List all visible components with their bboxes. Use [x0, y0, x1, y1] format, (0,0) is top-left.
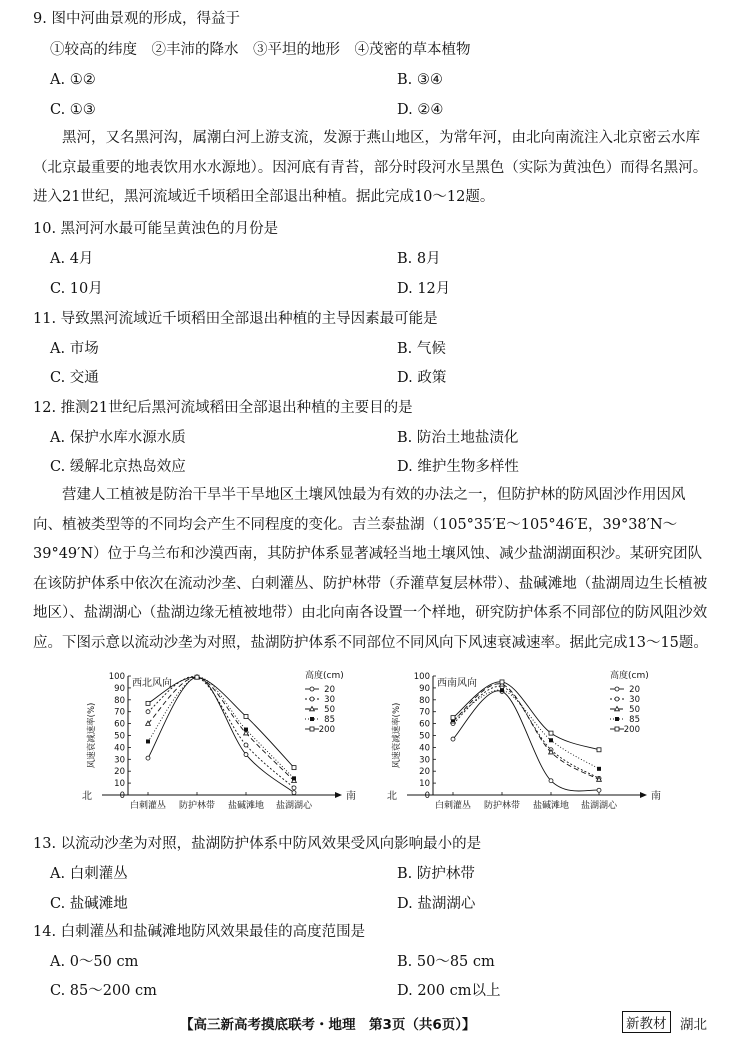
q10-stem: 10. 黑河河水最可能呈黄浊色的月份是	[33, 221, 279, 237]
chart0-legend-marker-1	[310, 697, 314, 701]
chart0-series-1-point-2	[244, 743, 248, 747]
chart1-legend-marker-1	[615, 697, 619, 701]
chart0-series-1-line	[148, 677, 294, 788]
q9-option-c: C. ①③	[50, 102, 96, 118]
chart0-xlabel-north: 北	[82, 791, 92, 802]
chart0-legend-label-4: 200	[318, 725, 335, 735]
chart0-series-3-point-0	[146, 739, 150, 743]
footer-region: 湖北	[680, 1017, 707, 1033]
chart1-ytick-label-7: 70	[419, 707, 430, 718]
chart1-series-0-point-0	[451, 737, 455, 741]
chart0-legend-title: 高度(cm)	[305, 671, 344, 681]
chart0-series-0-point-3	[292, 791, 296, 795]
chart1-series-0-point-2	[549, 779, 553, 783]
chart1-ylabel: 风速衰减速率(%)	[392, 702, 402, 769]
footer-title: 【高三新高考摸底联考・地理 第3页（共6页）】	[180, 1017, 476, 1033]
chart0-x-arrow-head	[335, 792, 342, 798]
chart0-series-1-point-3	[292, 786, 296, 790]
chart1-series-4-point-1	[500, 680, 504, 684]
chart0-ytick-label-0: 0	[119, 791, 125, 801]
q14-option-a: A. 0～50 cm	[50, 954, 139, 970]
chart0-series-3-point-2	[244, 728, 248, 732]
chart0-ytick-label-10: 100	[108, 672, 125, 682]
chart1-xtick-label-3: 盐湖湖心	[580, 801, 618, 811]
chart0-ytick-label-7: 70	[114, 707, 125, 718]
chart0-series-4-line	[148, 677, 294, 768]
chart0-series-0-line	[148, 677, 294, 792]
chart1-series-3-point-3	[597, 767, 601, 771]
chart1-series-0-point-3	[597, 788, 601, 792]
q12-option-a: A. 保护水库水源水质	[50, 430, 186, 446]
chart1-series-4-point-2	[549, 731, 553, 735]
chart1-xtick-label-1: 防护林带	[483, 801, 521, 811]
chart1-ytick-label-1: 10	[419, 779, 430, 790]
chart-northwest-svg	[80, 664, 380, 824]
chart1-series-3	[451, 688, 601, 771]
q14-stem: 14. 白刺灌丛和盐碱滩地防风效果最佳的高度范围是	[33, 924, 366, 940]
chart1-series-0-line	[453, 691, 599, 791]
chart1-xtick-label-2: 盐碱滩地	[532, 801, 570, 811]
q9-option-d: D. ②④	[397, 102, 444, 118]
chart1-series-0	[451, 689, 601, 792]
chart1-ytick-label-2: 20	[419, 767, 430, 778]
q10-option-a: A. 4月	[50, 251, 94, 267]
chart0-xtick-label-0: 白刺灌丛	[129, 801, 167, 811]
chart1-series-3-point-1	[500, 688, 504, 692]
chart1-legend-marker-3	[615, 717, 619, 721]
passage-heihe: 黑河，又名黑河沟，属潮白河上游支流，发源于燕山地区，为常年河，由北向南流注入北京密云水库（北京最重要的地表饮用水水源地）。因河底有青苔，部分时段河水呈黑色（实际为黄浊色）而得名黑河。进入21世纪，黑河流域近千顷稻田全部退出种植。据此完成10～12题。	[33, 130, 708, 205]
chart0-series-4-point-1	[195, 675, 199, 679]
q13-option-c: C. 盐碱滩地	[50, 896, 128, 912]
chart0-series-1	[146, 675, 296, 790]
chart1-legend-label-1: 30	[629, 695, 640, 705]
chart1-series-1	[451, 685, 601, 781]
q13-stem: 13. 以流动沙垄为对照，盐湖防护体系中防风效果受风向影响最小的是	[33, 836, 482, 852]
passage-jilantai: 营建人工植被是防治干旱半干旱地区土壤风蚀最为有效的办法之一，但防护林的防风固沙作用因风向、植被类型等的不同均会产生不同程度的变化。吉兰泰盐湖（105°35′E～105°46′E，39°38′N～39°49′N）位于乌兰布和沙漠西南，其防护体系显著减轻当地土壤风蚀、减少盐湖湖面积沙。某研究团队在该防护体系中依次在流动沙垄、白刺灌丛、防护林带（乔灌草复层林带）、盐碱滩地（盐湖周边生长植被地区）、盐湖湖心（盐湖边缘无植被地带）由北向南各设置一个样地，研究防护体系不同部位的防风阻沙效应。下图示意以流动沙垄为对照，盐湖防护体系不同部位不同风向下风速衰减速率。据此完成13～15题。	[33, 487, 708, 651]
q14-option-b: B. 50～85 cm	[397, 954, 495, 970]
chart1-ytick-label-0: 0	[424, 791, 430, 801]
chart0-ytick-label-8: 80	[114, 695, 125, 706]
q12-option-b: B. 防治土地盐渍化	[397, 430, 519, 446]
chart-southwest-wind	[385, 664, 685, 828]
chart0-xtick-label-2: 盐碱滩地	[227, 801, 265, 811]
chart0-ytick-label-3: 30	[114, 755, 125, 766]
chart1-legend-title: 高度(cm)	[610, 671, 649, 681]
chart1-legend-marker-0	[615, 687, 619, 691]
q12-option-d: D. 维护生物多样性	[397, 459, 519, 475]
chart0-series-1-point-0	[146, 710, 150, 714]
chart1-series-4-point-0	[451, 716, 455, 720]
chart1-x-arrow-head	[640, 792, 647, 798]
q13-option-d: D. 盐湖湖心	[397, 896, 476, 912]
chart1-legend-label-0: 20	[629, 685, 640, 695]
chart1-series-4	[451, 680, 601, 752]
chart1-legend-marker-4	[615, 727, 619, 731]
chart1-xlabel-north: 北	[387, 791, 397, 802]
chart0-legend-label-3: 85	[324, 715, 335, 725]
chart1-legend-label-4: 200	[623, 725, 640, 735]
chart0-legend-label-0: 20	[324, 685, 335, 695]
q14-option-d: D. 200 cm以上	[397, 983, 501, 999]
q14-option-c: C. 85～200 cm	[50, 983, 157, 999]
chart0-ytick-label-9: 90	[114, 683, 125, 694]
q13-option-b: B. 防护林带	[397, 866, 475, 882]
chart0-ytick-label-2: 20	[114, 767, 125, 778]
q9-stem: 9. 图中河曲景观的形成，得益于	[33, 11, 240, 27]
chart1-ytick-label-8: 80	[419, 695, 430, 706]
q12-option-c: C. 缓解北京热岛效应	[50, 459, 186, 475]
chart0-legend-marker-3	[310, 717, 314, 721]
chart1-series-3-line	[453, 690, 599, 769]
chart0-series-0-point-0	[146, 756, 150, 760]
q12-stem: 12. 推测21世纪后黑河流域稻田全部退出种植的主要目的是	[33, 400, 413, 416]
chart0-series-0-point-2	[244, 753, 248, 757]
chart0-series-4-point-2	[244, 714, 248, 718]
footer-badge: 新教材	[622, 1011, 671, 1033]
q11-option-c: C. 交通	[50, 370, 99, 386]
chart0-ylabel: 风速衰减速率(%)	[87, 702, 97, 769]
chart0-ytick-label-1: 10	[114, 779, 125, 790]
q13-option-a: A. 白刺灌丛	[50, 866, 128, 882]
chart1-ytick-label-6: 60	[419, 719, 430, 730]
chart0-legend-marker-0	[310, 687, 314, 691]
chart1-ytick-label-4: 40	[419, 743, 430, 754]
chart0-series-2-line	[148, 677, 294, 781]
chart0-xtick-label-1: 防护林带	[178, 801, 216, 811]
q9-option-a: A. ①②	[50, 72, 96, 88]
chart0-legend-marker-4	[310, 727, 314, 731]
chart1-ytick-label-9: 90	[419, 683, 430, 694]
chart0-xtick-label-3: 盐湖湖心	[275, 801, 313, 811]
q9-items: ①较高的纬度 ②丰沛的降水 ③平坦的地形 ④茂密的草本植物	[50, 42, 471, 58]
chart0-series-4-point-0	[146, 701, 150, 705]
chart0-series-0	[146, 675, 296, 794]
q11-stem: 11. 导致黑河流域近千顷稻田全部退出种植的主导因素最可能是	[33, 311, 438, 327]
chart0-ytick-label-6: 60	[114, 719, 125, 730]
chart0-series-4	[146, 675, 296, 769]
q11-option-b: B. 气候	[397, 341, 446, 357]
q10-option-c: C. 10月	[50, 281, 103, 297]
chart0-title: 西北风向	[132, 678, 172, 689]
q11-option-d: D. 政策	[397, 370, 447, 386]
chart1-ytick-label-5: 50	[419, 731, 430, 742]
chart-southwest-svg	[385, 664, 685, 824]
chart-northwest-wind	[80, 664, 380, 828]
chart1-legend-label-3: 85	[629, 715, 640, 725]
q10-option-d: D. 12月	[397, 281, 451, 297]
chart0-xlabel-south: 南	[346, 791, 356, 802]
chart1-xlabel-south: 南	[651, 791, 661, 802]
chart1-series-4-line	[453, 682, 599, 750]
chart1-xtick-label-0: 白刺灌丛	[434, 801, 472, 811]
q11-option-a: A. 市场	[50, 341, 99, 357]
chart1-legend-label-2: 50	[629, 705, 640, 715]
chart1-series-3-point-2	[549, 738, 553, 742]
q10-option-b: B. 8月	[397, 251, 441, 267]
chart0-series-4-point-3	[292, 766, 296, 770]
chart0-series-3-line	[148, 677, 294, 778]
q9-option-b: B. ③④	[397, 72, 443, 88]
chart1-ytick-label-10: 100	[413, 672, 430, 682]
chart0-ytick-label-5: 50	[114, 731, 125, 742]
chart0-ytick-label-4: 40	[114, 743, 125, 754]
chart1-ytick-label-3: 30	[419, 755, 430, 766]
chart1-title: 西南风向	[437, 678, 477, 689]
chart0-series-3-point-3	[292, 776, 296, 780]
chart1-series-4-point-3	[597, 748, 601, 752]
chart0-legend-label-1: 30	[324, 695, 335, 705]
chart0-legend-label-2: 50	[324, 705, 335, 715]
